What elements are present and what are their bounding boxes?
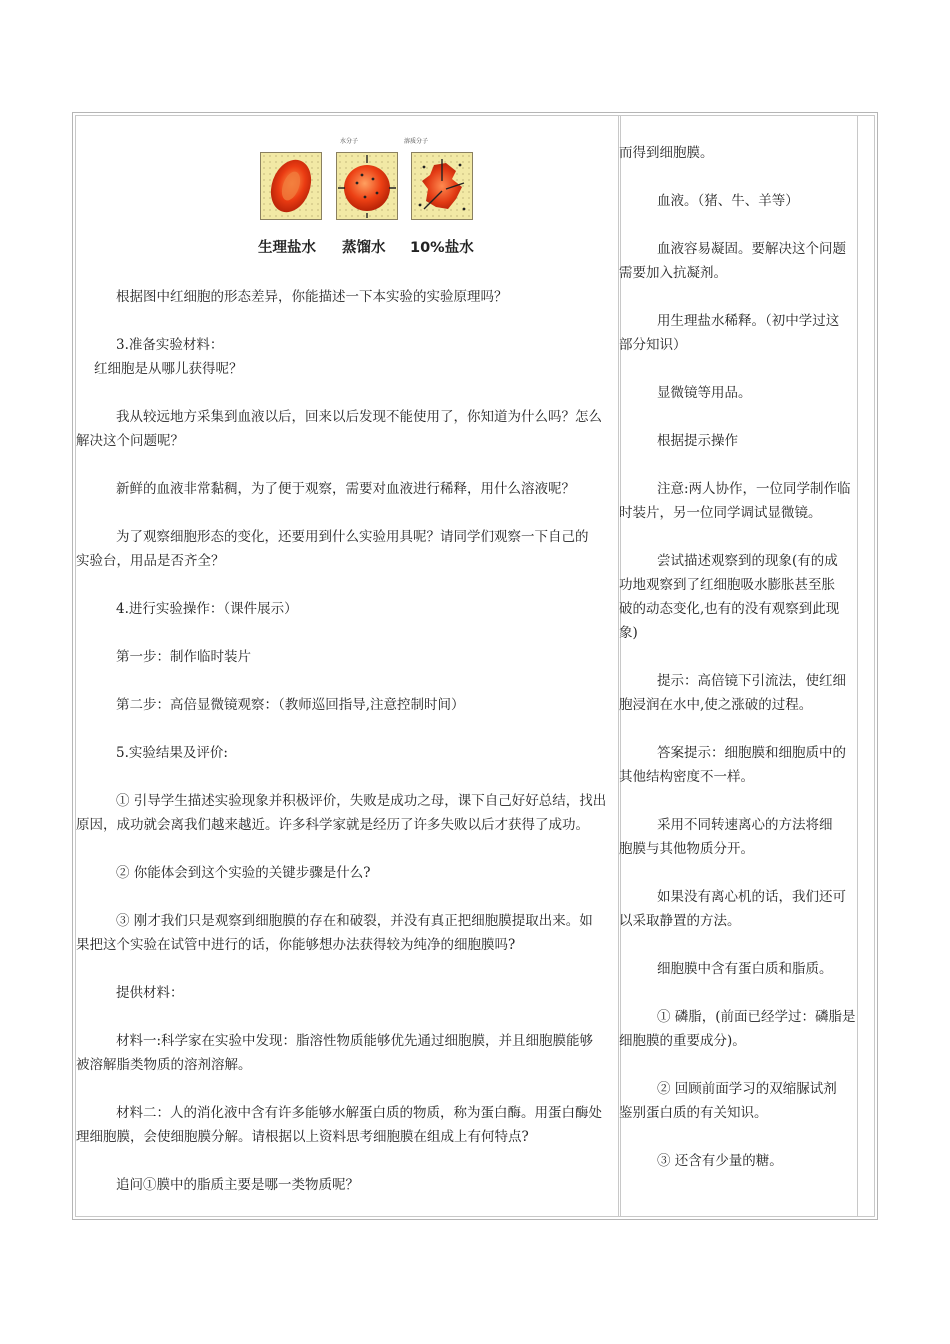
left-line: 新鲜的血液非常黏稠，为了便于观察，需要对血液进行稀释，用什么溶液呢？ — [116, 481, 575, 497]
left-line: 红细胞是从哪儿获得呢？ — [94, 361, 243, 377]
right-line: 血液。（猪、牛、羊等） — [657, 193, 799, 209]
right-line: 细胞膜的重要成分)。 — [619, 1033, 746, 1049]
right-line: 显微镜等用品。 — [657, 385, 752, 401]
left-line: 理细胞膜，会使细胞膜分解。请根据以上资料思考细胞膜在组成上有何特点? — [76, 1129, 529, 1145]
right-line: 功地观察到了红细胞吸水膨胀甚至胀 — [619, 577, 835, 593]
left-line: 提供材料： — [116, 985, 184, 1001]
distilled-water-panel — [336, 152, 398, 220]
right-line: 尝试描述观察到的现象(有的成 — [657, 553, 838, 569]
right-line: 其他结构密度不一样。 — [619, 769, 754, 785]
caption-distilled-water: 蒸馏水 — [342, 240, 386, 256]
normal-saline-panel — [260, 152, 322, 220]
left-line: 3.准备实验材料： — [116, 337, 224, 353]
right-line: 用生理盐水稀释。（初中学过这 — [657, 313, 840, 329]
right-line: ③ 还含有少量的糖。 — [657, 1153, 783, 1169]
right-line: 部分知识） — [619, 337, 687, 353]
right-line: 需要加入抗凝剂。 — [619, 265, 727, 281]
left-line: ③ 刚才我们只是观察到细胞膜的存在和破裂，并没有真正把细胞膜提取出来。如 — [116, 913, 593, 929]
left-line: 第一步：制作临时装片 — [116, 649, 251, 665]
left-line: 材料二：人的消化液中含有许多能够水解蛋白质的物质，称为蛋白酶。用蛋白酶处 — [116, 1105, 602, 1121]
right-line: 血液容易凝固。要解决这个问题 — [657, 241, 846, 257]
caption-ten-percent-saline: 10%盐水 — [410, 240, 474, 256]
caption-normal-saline: 生理盐水 — [258, 240, 316, 256]
solute-molecule-label: 溶质分子 — [404, 138, 429, 145]
right-line: 时装片，另一位同学调试显微镜。 — [619, 505, 822, 521]
left-line: 根据图中红细胞的形态差异，你能描述一下本实验的实验原理吗？ — [116, 289, 508, 305]
right-line: 象) — [619, 625, 638, 641]
right-line: 答案提示：细胞膜和细胞质中的 — [657, 745, 846, 761]
right-line: 胞膜与其他物质分开。 — [619, 841, 754, 857]
left-line: ② 你能体会到这个实验的关键步骤是什么? — [116, 865, 371, 881]
left-line: 为了观察细胞形态的变化，还要用到什么实验用具呢？请同学们观察一下自己的 — [116, 529, 589, 545]
right-line: 而得到细胞膜。 — [619, 145, 714, 161]
left-line: 追问①膜中的脂质主要是哪一类物质呢？ — [116, 1177, 359, 1193]
left-line: 第二步：高倍显微镜观察：（教师巡回指导,注意控制时间） — [116, 697, 465, 713]
left-line: 实验台，用品是否齐全？ — [76, 553, 225, 569]
left-line: 我从较远地方采集到血液以后，回来以后发现不能使用了，你知道为什么吗？怎么 — [116, 409, 602, 425]
right-line: 以采取静置的方法。 — [619, 913, 741, 929]
left-line: 5.实验结果及评价: — [116, 745, 228, 761]
left-line: 4.进行实验操作：（课件展示） — [116, 601, 298, 617]
left-line: 材料一:科学家在实验中发现：脂溶性物质能够优先通过细胞膜，并且细胞膜能够 — [116, 1033, 594, 1049]
right-line: 根据提示操作 — [657, 433, 738, 449]
right-line: ② 回顾前面学习的双缩脲试剂 — [657, 1081, 837, 1097]
left-line: 原因，成功就会离我们越来越近。许多科学家就是经历了许多失败以后才获得了成功。 — [76, 817, 589, 833]
water-molecule-label: 水分子 — [340, 138, 359, 145]
left-line: 果把这个实验在试管中进行的话，你能够想办法获得较为纯净的细胞膜吗? — [76, 937, 516, 953]
left-line: 解决这个问题呢？ — [76, 433, 184, 449]
red-blood-cell-figure — [258, 136, 480, 260]
right-line: 如果没有离心机的话，我们还可 — [657, 889, 846, 905]
right-line: 提示：高倍镜下引流法，使红细 — [657, 673, 846, 689]
right-line: 破的动态变化,也有的没有观察到此现 — [619, 601, 840, 617]
right-line: 细胞膜中含有蛋白质和脂质。 — [657, 961, 833, 977]
right-line: 鉴别蛋白质的有关知识。 — [619, 1105, 768, 1121]
right-line: 注意:两人协作，一位同学制作临 — [657, 481, 851, 497]
right-column-edge — [857, 115, 858, 1217]
right-line: 胞浸润在水中,使之涨破的过程。 — [619, 697, 813, 713]
right-line: 采用不同转速离心的方法将细 — [657, 817, 833, 833]
right-line: ① 磷脂，(前面已经学过：磷脂是 — [657, 1009, 856, 1025]
left-line: 被溶解脂类物质的溶剂溶解。 — [76, 1057, 252, 1073]
ten-percent-saline-panel — [411, 152, 473, 220]
left-line: ① 引导学生描述实验现象并积极评价，失败是成功之母，课下自己好好总结，找出 — [116, 793, 607, 809]
